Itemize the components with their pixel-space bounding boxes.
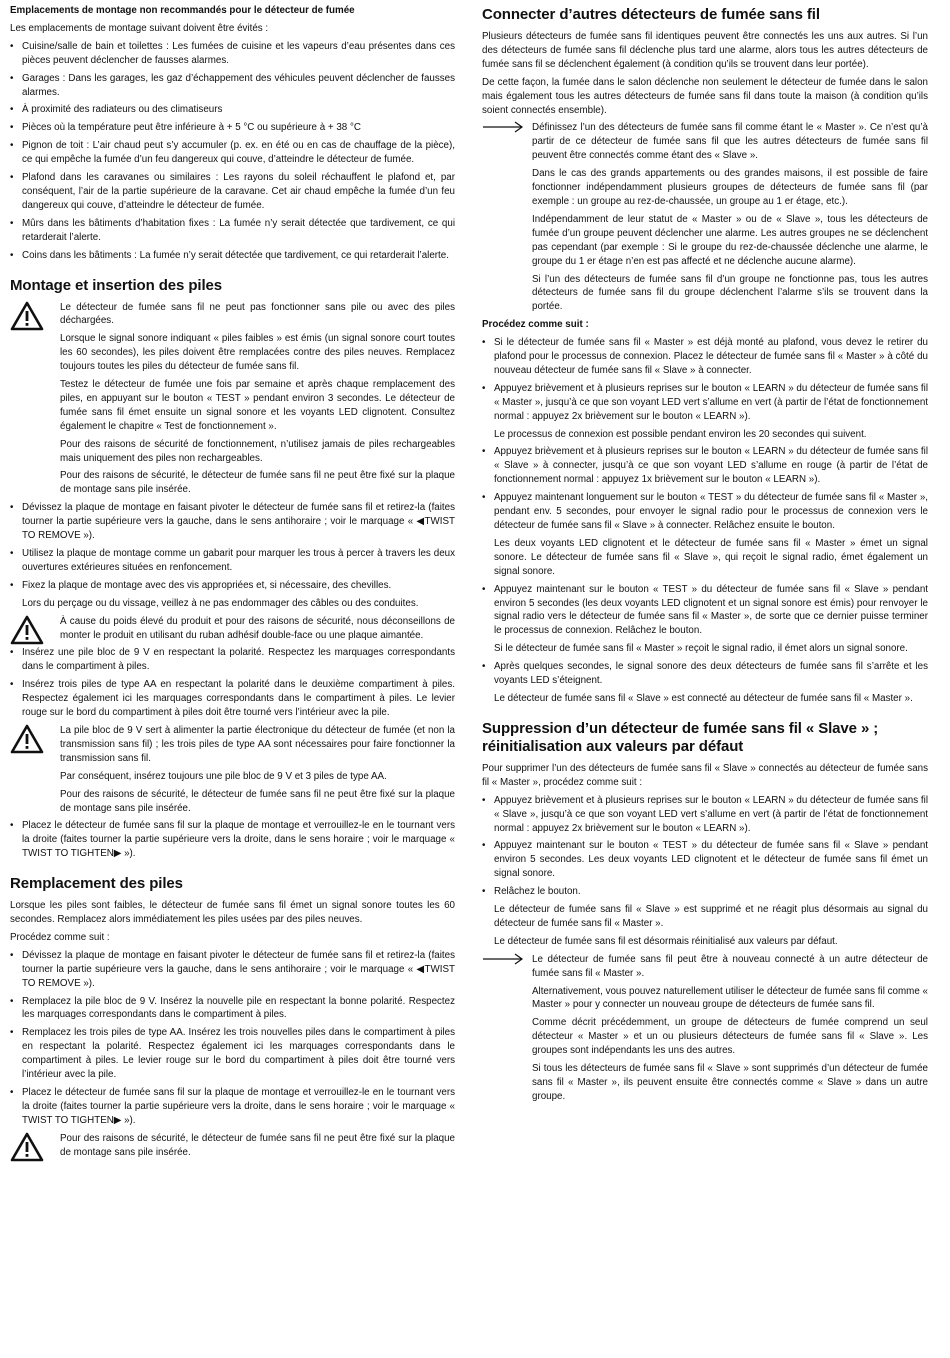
note-paragraph: Dans le cas des grands appartements ou des grandes maisons, il est possible de faire fonctionner indépendamment plusieurs groupes de détecteurs de fumée sans fil (par exemple : un groupe au rez-de-chaussée, un groupe au 1 er étage, etc.).	[532, 168, 928, 207]
bullet-list	[10, 501, 455, 592]
note-paragraph: Pour des raisons de sécurité, le détecteur de fumée sans fil ne peut être fixé sur la plaque de montage sans pile insérée.	[60, 470, 455, 496]
list-item: • Cuisine/salle de bain et toilettes : Les fumées de cuisine et les vapeurs d’eau présentes dans ces pièces peuvent déclencher de fausses alarmes.	[10, 40, 455, 68]
note-paragraph: Définissez l’un des détecteurs de fumée sans fil comme étant le « Master ». Ce n’est qu’à partir de ce détecteur de fumée sans fil que les autres détecteurs de fumée sans fil peuvent être connectés comme étant des « Slave ».	[532, 122, 928, 162]
note-paragraph: Comme décrit précédemment, un groupe de détecteurs de fumée comprend un seul détecteur « Master » et un ou plusieurs détecteurs de fumée sans fil « Slave ». Les groupes sont indépendants les uns des autres.	[532, 1017, 928, 1057]
note-paragraph: Pour des raisons de sécurité de fonctionnement, n’utilisez jamais de piles rechargeables mais uniquement des piles non rechargeables.	[60, 438, 455, 464]
bullet-list	[482, 794, 928, 899]
paragraph: Procédez comme suit :	[10, 931, 110, 943]
paragraph: Plusieurs détecteurs de fumée sans fil identiques peuvent être connectés les uns aux autres. Si l’un des détecteurs de fumée sans fil déclenche plus tard une alarme, alors tous les autres détecteurs de fumée sans fil se déclenchent également (à condition qu’ils se trouvent dans leur portée).	[482, 31, 928, 70]
list-item: • À proximité des radiateurs ou des climatiseurs	[10, 103, 455, 117]
heading-connect-detectors: Connecter d’autres détecteurs de fumée sans fil	[482, 6, 820, 23]
list-item: • Mûrs dans les bâtiments d’habitation fixes : La fumée n’y serait détectée que tardivement, ce qui retarderait l’alerte.	[10, 217, 455, 245]
list-item: • Remplacez la pile bloc de 9 V. Insérez la nouvelle pile en respectant la bonne polarité. Respectez les marquages correspondants dans le compartiment à piles.	[10, 995, 455, 1023]
indented-paragraph: Lors du perçage ou du vissage, veillez à ne pas endommager des câbles ou des conduites.	[22, 597, 419, 609]
warning-note	[10, 301, 455, 498]
indented-paragraph: Les deux voyants LED clignotent et le détecteur de fumée sans fil « Master » émet un signal sonore. Le détecteur de fumée sans fil « Slave », qui reçoit le signal radio, émet également un signal sonore.	[494, 537, 928, 577]
bullet-list	[482, 336, 928, 423]
list-item: • Appuyez brièvement et à plusieurs reprises sur le bouton « LEARN » du détecteur de fumée sans fil « Slave », jusqu’à ce que son voyant LED vert s’allume en vert (à partir de l’état de fonctionnement normal : appuyez 2x brièvement sur le bouton « LEARN »).	[482, 794, 928, 836]
warning-triangle-icon	[10, 615, 44, 645]
heading-montage-piles: Montage et insertion des piles	[10, 276, 223, 294]
list-item: • Fixez la plaque de montage avec des vis appropriées et, si nécessaire, des chevilles.	[10, 579, 455, 593]
list-item: • Plafond dans les caravanes ou similaires : Les rayons du soleil réchauffent le plafond et, par conséquent, l’air de la partie supérieure de la caravane. Cet air chaud empêche la fumée d’un feu dangereux qui couve, d’atteindre le détecteur de fumée.	[10, 171, 455, 213]
list-item: • Garages : Dans les garages, les gaz d’échappement des véhicules peuvent déclencher de fausses alarmes.	[10, 72, 455, 100]
warning-note	[10, 724, 455, 815]
note-paragraph: Par conséquent, insérez toujours une pile bloc de 9 V et 3 piles de type AA.	[60, 770, 387, 782]
list-item: • Appuyez brièvement et à plusieurs reprises sur le bouton « LEARN » du détecteur de fumée sans fil « Slave » à connecter, jusqu’à ce que son voyant LED s’allume en rouge (à partir de l’état de fonctionnement normal : appuyez 1x brièvement sur le bouton « LEARN »).	[482, 445, 928, 487]
note-paragraph: À cause du poids élevé du produit et pour des raisons de sécurité, nous déconseillons de monter le produit en utilisant du ruban adhésif double-face ou une plaque aimantée.	[60, 615, 455, 641]
arrow-right-icon	[482, 953, 524, 965]
indented-paragraph: Le détecteur de fumée sans fil est désormais réinitialisé aux valeurs par défaut.	[494, 935, 838, 947]
warning-triangle-icon	[10, 301, 44, 331]
note-paragraph: Alternativement, vous pouvez naturellement utiliser le détecteur de fumée sans fil comme « Master » pour y connecter un nouveau groupe de détecteurs de fumée sans fil.	[532, 985, 928, 1011]
list-item: • Pièces où la température peut être inférieure à + 5 °C ou supérieure à + 38 °C	[10, 121, 455, 135]
list-item: • Utilisez la plaque de montage comme un gabarit pour marquer les trous à percer à travers les deux ouvertures extérieures situées en renfoncement.	[10, 547, 455, 575]
indented-paragraph: Si le détecteur de fumée sans fil « Master » reçoit le signal radio, il émet alors un signal sonore.	[494, 643, 908, 655]
note-paragraph: Si tous les détecteurs de fumée sans fil « Slave » sont supprimés d’un détecteur de fumée sans fil « Master », ils peuvent ensuite être connectés comme « Slave » dans un autre groupe.	[532, 1063, 928, 1102]
note-paragraph: Indépendamment de leur statut de « Master » ou de « Slave », tous les détecteurs de fumée d’un groupe peuvent déclencher une alarme. Les autres groupes ne se déclenchent pas cependant (par exemple : Si le groupe du rez-de-chaussée déclenche une alarme, le groupe du 1 er étage n’en est pas affecté et ne déclenche aucune alarme).	[532, 213, 928, 267]
list-item: • Dévissez la plaque de montage en faisant pivoter le détecteur de fumée sans fil et retirez-la (faites tourner la partie supérieure vers la gauche, dans le sens antihoraire ; voir le marquage « ◀TWIST TO REMOVE »).	[10, 501, 455, 543]
list-item: • Placez le détecteur de fumée sans fil sur la plaque de montage et verrouillez-le en le tournant vers la droite (faites tourner la partie supérieure vers la droite, dans le sens horaire ; voir le marquage « TWIST TO TIGHTEN▶ »).	[10, 1086, 455, 1128]
paragraph: Pour supprimer l’un des détecteurs de fumée sans fil « Slave » connectés au détecteur de fumée sans fil « Master », procédez comme suit :	[482, 762, 928, 788]
list-item: • Placez le détecteur de fumée sans fil sur la plaque de montage et verrouillez-le en le tournant vers la droite (faites tourner la partie supérieure vers la droite, dans le sens horaire ; voir le marquage « TWIST TO TIGHTEN▶ »).	[10, 819, 455, 861]
note-paragraph: Pour des raisons de sécurité, le détecteur de fumée sans fil ne peut être fixé sur la plaque de montage sans pile insérée.	[60, 788, 455, 814]
list-item: • Appuyez maintenant longuement sur le bouton « TEST » du détecteur de fumée sans fil « Master », pendant env. 5 secondes, pour envoyer le signal radio pour le processus de connexion vers le détecteur de fumée sans fil « Slave » à connecter. Relâchez ensuite le bouton.	[482, 491, 928, 533]
indented-paragraph: Le détecteur de fumée sans fil « Slave » est connecté au détecteur de fumée sans fil « Master ».	[494, 692, 913, 704]
warning-note	[10, 1132, 455, 1160]
indented-paragraph: Le détecteur de fumée sans fil « Slave » est supprimé et ne réagit plus désormais au signal du détecteur de fumée sans fil « Master ».	[494, 904, 928, 929]
list-item: • Remplacez les trois piles de type AA. Insérez les trois nouvelles piles dans le compartiment à piles en respectant la polarité. Respectez également ici les marquages correspondants dans le compartiment à piles. Le levier rouge sur le bord du compartiment à piles doit être tourné vers l’intérieur avec la pile.	[10, 1026, 455, 1082]
list-item: • Coins dans les bâtiments : La fumée n’y serait détectée que tardivement, ce qui retarderait l’alerte.	[10, 249, 455, 263]
tip-note	[482, 953, 928, 1104]
bullet-list	[10, 819, 455, 861]
list-item: • Après quelques secondes, le signal sonore des deux détecteurs de fumée sans fil s’arrête et les voyants LED s’éteignent.	[482, 660, 928, 688]
list-item: • Appuyez maintenant sur le bouton « TEST » du détecteur de fumée sans fil « Slave » pendant environ 5 secondes. Les deux voyants LED clignotent et le détecteur de fumée sans fil émet un signal sonore.	[482, 839, 928, 881]
note-paragraph: Testez le détecteur de fumée une fois par semaine et après chaque remplacement des piles, en appuyant sur le bouton « TEST » pendant environ 3 secondes. Le détecteur de fumée sans fil émet ensuite un signal sonore et les voyants LED clignotent. Consultez également le chapitre « Test de fonctionnement ».	[60, 379, 455, 432]
list-item: • Dévissez la plaque de montage en faisant pivoter le détecteur de fumée sans fil et retirez-la (faites tourner la partie supérieure vers la gauche, dans le sens antihoraire ; voir le marquage « ◀TWIST TO REMOVE »).	[10, 949, 455, 991]
list-item: • Insérez une pile bloc de 9 V en respectant la polarité. Respectez les marquages correspondants dans le compartiment à piles.	[10, 646, 455, 674]
note-paragraph: Lorsque le signal sonore indiquant « piles faibles » est émis (un signal sonore court toutes les 60 secondes), les piles doivent être remplacées contre des piles neuves. Remplacez toujours toutes les piles du détecteur de fumée sans fil.	[60, 333, 455, 373]
note-paragraph: La pile bloc de 9 V sert à alimenter la partie électronique du détecteur de fumée (et non la transmission sans fil) ; les trois piles de type AA sont nécessaires pour faire fonctionner la transmission sans fil.	[60, 724, 455, 764]
arrow-right-icon	[482, 121, 524, 133]
bullet-list	[482, 660, 928, 688]
tip-note	[482, 121, 928, 314]
bullet-list	[10, 646, 455, 720]
section-heading-mounting-locations: Emplacements de montage non recommandés pour le détecteur de fumée	[10, 5, 355, 16]
paragraph: Les emplacements de montage suivant doivent être évités :	[10, 22, 269, 34]
note-paragraph: Pour des raisons de sécurité, le détecteur de fumée sans fil ne peut être fixé sur la plaque de montage sans pile insérée.	[60, 1132, 455, 1158]
list-item: • Insérez trois piles de type AA en respectant la polarité dans le deuxième compartiment à piles. Respectez également ici les marquages correspondants dans le compartiment à piles. Le levier rouge sur le bord du compartiment à piles doit être tourné vers l’intérieur avec la pile.	[10, 678, 455, 720]
warning-triangle-icon	[10, 724, 44, 754]
procedure-label: Procédez comme suit :	[482, 319, 589, 331]
list-item: • Appuyez maintenant sur le bouton « TEST » du détecteur de fumée sans fil « Slave » pendant environ 5 secondes (les deux voyants LED clignotent et un signal sonore est émis) pour renvoyer le signal radio vers le détecteur de fumée sans fil « Master », de sorte que ce dernier puisse terminer le processus de connexion. Relâchez le bouton.	[482, 583, 928, 639]
list-item: • Pignon de toit : L’air chaud peut s’y accumuler (p. ex. en été ou en cas de chauffage de la pièce), ce qui empêche la fumée d’un feu dangereux qui couve, d’atteindre le détecteur de fumée.	[10, 139, 455, 167]
bullet-list	[10, 40, 455, 263]
paragraph: Lorsque les piles sont faibles, le détecteur de fumée sans fil émet un signal sonore toutes les 60 secondes. Remplacez alors immédiatement les piles usées par des piles neuves.	[10, 900, 455, 926]
warning-triangle-icon	[10, 1132, 44, 1162]
paragraph: De cette façon, la fumée dans le salon déclenche non seulement le détecteur de fumée dans le salon mais également tous les autres détecteurs de fumée sans fil dans toute la maison (à condition qu’ils soient connectés ensemble).	[482, 76, 928, 116]
bullet-list	[10, 949, 455, 1128]
bullet-list	[482, 583, 928, 639]
list-item: • Appuyez brièvement et à plusieurs reprises sur le bouton « LEARN » du détecteur de fumée sans fil « Master », jusqu’à ce que son voyant LED vert s’allume en vert (à partir de l’état de fonctionnement normal : appuyez 2x brièvement sur le bouton « LEARN »).	[482, 382, 928, 424]
heading-remplacement-piles: Remplacement des piles	[10, 875, 183, 893]
list-item: • Si le détecteur de fumée sans fil « Master » est déjà monté au plafond, vous devez le retirer du plafond pour le processus de connexion. Placez le détecteur de fumée sans fil « Master » à côté du nouveau détecteur de fumée sans fil « Slave » à connecter.	[482, 336, 928, 378]
indented-paragraph: Le processus de connexion est possible pendant environ les 20 secondes qui suivent.	[494, 428, 867, 440]
warning-note	[10, 615, 455, 643]
bullet-list	[482, 445, 928, 532]
note-paragraph: Le détecteur de fumée sans fil ne peut pas fonctionner sans pile ou avec des piles déchargées.	[60, 301, 455, 327]
heading-remove-slave: Suppression d’un détecteur de fumée sans fil « Slave » ; réinitialisation aux valeurs par défaut	[482, 719, 879, 755]
note-paragraph: Le détecteur de fumée sans fil peut être à nouveau connecté à un autre détecteur de fumée sans fil « Master ».	[532, 953, 928, 979]
note-paragraph: Si l’un des détecteurs de fumée sans fil d’un groupe ne fonctionne pas, tous les autres détecteurs de fumée sans fil du groupe déclenchent l’alarme s’ils se trouvent dans la portée.	[532, 273, 928, 313]
left-column	[10, 4, 455, 1164]
list-item: • Relâchez le bouton.	[482, 885, 928, 899]
right-column	[482, 4, 928, 1108]
